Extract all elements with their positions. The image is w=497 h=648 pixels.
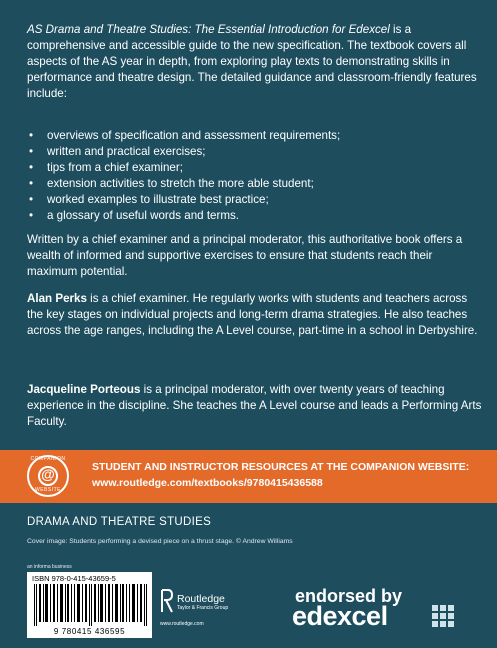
edexcel-logo-icon [432, 605, 456, 629]
publisher-website[interactable]: www.routledge.com [160, 621, 204, 627]
companion-website-icon [27, 455, 69, 497]
barcode-number: 9 780415 436595 [53, 627, 126, 636]
publisher-tagline: Taylor & Francis Group [177, 605, 229, 611]
intro-paragraph [27, 22, 482, 102]
author-bio-perks [27, 291, 482, 339]
barcode [27, 572, 152, 638]
endorsed-by-text: endorsed by [295, 586, 403, 606]
series-name: DRAMA AND THEATRE STUDIES [27, 516, 212, 528]
cover-credit: Cover image: Students performing a devised piece on a thrust stage. © Andrew Williams [27, 538, 293, 545]
list-item: • overviews of specification and assessment requirements; [27, 128, 477, 144]
companion-url[interactable]: www.routledge.com/textbooks/9780415436588 [92, 477, 323, 489]
routledge-logo-icon [160, 588, 174, 614]
author-name: Jacqueline Porteous [27, 383, 141, 396]
at-icon: @ [41, 466, 55, 482]
book-title: AS Drama and Theatre Studies: The Essential Introduction for Edexcel [27, 23, 390, 36]
intro-text: is a comprehensive and accessible guide to the new specification. The textbook covers all aspects of the AS year in depth, from exploring play texts to demonstrating skills in performance and theatre design. The detailed guidance and classroom-friendly features include: [27, 23, 477, 100]
list-item: • tips from a chief examiner; [27, 160, 477, 176]
list-item: • extension activities to stretch the more able student; [27, 176, 477, 192]
author-bio-text: is a principal moderator, with over twenty years of teaching experience in the discipline. She teaches the A Level course and leads a Performing Arts Faculty. [27, 383, 482, 428]
authors-summary: Written by a chief examiner and a principal moderator, this authoritative book offers a wealth of informed and supportive exercises to ensure that students reach their maximum potential. [27, 233, 463, 278]
isbn: ISBN 978-0-415-43659-5 [32, 574, 116, 583]
informa-label: an informa business [27, 564, 72, 570]
list-item: • worked examples to illustrate best practice; [27, 192, 477, 208]
badge-bottom-text: WEBSITE [34, 487, 61, 493]
barcode-bars [32, 584, 148, 626]
companion-title: STUDENT AND INSTRUCTOR RESOURCES AT THE COMPANION WEBSITE: [92, 461, 470, 473]
badge-top-text: COMPANION [30, 456, 66, 462]
author-bio-text: is a chief examiner. He regularly works with students and teachers across the key stages on individual projects and long-term drama strategies. He also teaches across the age ranges, including the A Level course, part-time in a school in Derbyshire. [27, 292, 478, 337]
features-list [27, 128, 477, 225]
author-bio-porteous [27, 382, 482, 430]
list-item: • a glossary of useful words and terms. [27, 208, 477, 224]
author-name: Alan Perks [27, 292, 87, 305]
list-item: • written and practical exercises; [27, 144, 477, 160]
publisher-name: Routledge [177, 593, 225, 605]
edexcel-logo-text: edexcel [292, 601, 388, 631]
